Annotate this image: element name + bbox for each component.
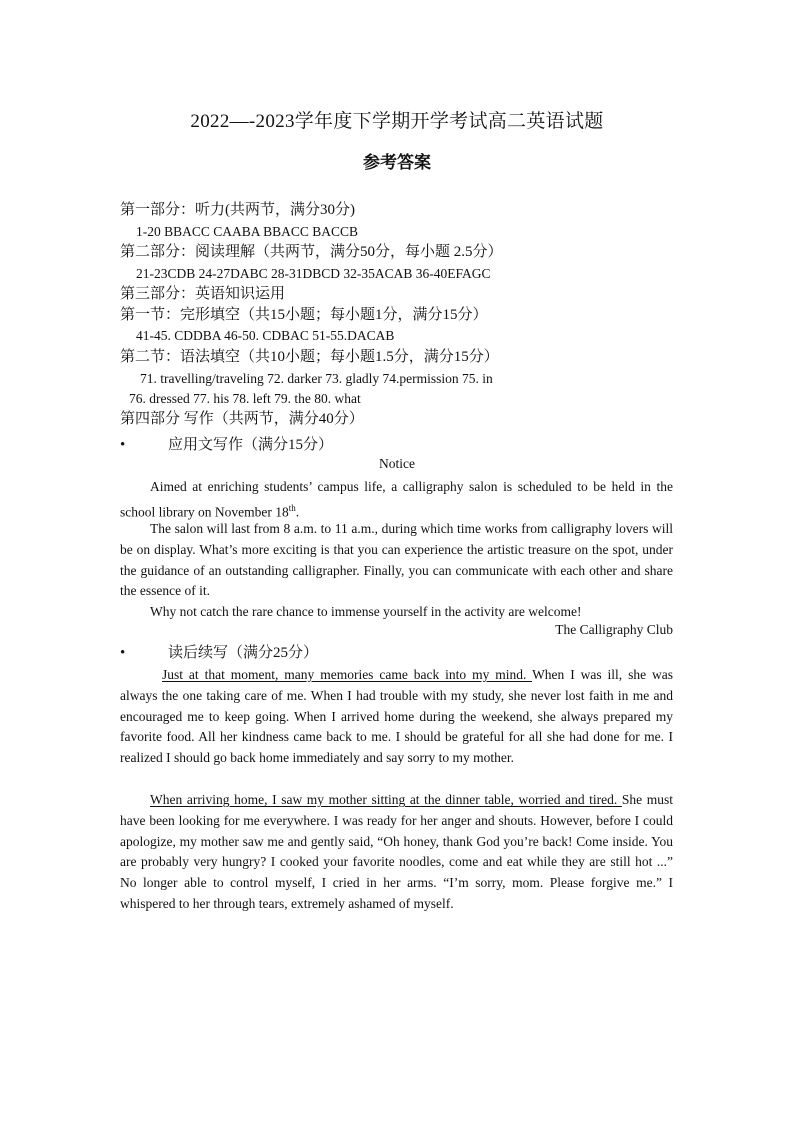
notice-signature: The Calligraphy Club <box>555 622 673 637</box>
bullet-icon: • <box>120 645 126 661</box>
part3-heading: 第三部分：英语知识运用 <box>120 286 286 302</box>
bullet-icon: • <box>120 437 126 453</box>
page-title: 2022—-2023学年度下学期开学考试高二英语试题 <box>190 111 604 132</box>
ordinal-suffix: th <box>288 502 296 513</box>
continuation-paragraph-1 <box>120 665 673 769</box>
part2-heading: 第二部分：阅读理解（共两节，满分50分，每小题 2.5分） <box>120 244 503 260</box>
part4-heading: 第四部分 写作（共两节，满分40分） <box>120 411 364 427</box>
section2-heading-row <box>120 643 318 663</box>
part3-section2-answers-line1: 71. travelling/traveling 72. darker 73. gladly 74.permission 75. in <box>140 371 493 386</box>
notice-paragraph-1 <box>120 477 673 523</box>
page-subtitle: 参考答案 <box>363 153 431 172</box>
section1-heading-row <box>120 435 333 455</box>
part3-section2-answers-line2: 76. dressed 77. his 78. left 79. the 80. what <box>129 391 361 406</box>
part3-section1-heading: 第一节：完形填空（共15小题；每小题1分，满分15分） <box>120 307 488 323</box>
part3-section2-heading: 第二节：语法填空（共10小题；每小题1.5分，满分15分） <box>120 349 499 365</box>
continuation-second-opening-sentence: When arriving home, I saw my mother sitting at the dinner table, worried and tired. <box>150 792 622 807</box>
continuation-paragraph-2-text: She must have been looking for me everywhere. I was ready for her anger and shouts. However, before I could apologize, my mother saw me and gently said, “Oh honey, thank God you’re back! Come inside. You are probably very hungry? I cooked your favorite noodles, come and eat while they are still hot ...” No longer able to control myself, I cried in her arms. “I’m sorry, mom. Please forgive me.” I whispered to her through tears, extremely ashamed of myself. <box>120 792 673 911</box>
part1-heading: 第一部分：听力(共两节，满分30分) <box>120 202 355 218</box>
part3-section1-answers: 41-45. CDDBA 46-50. CDBAC 51-55.DACAB <box>136 328 395 343</box>
section2-heading: 读后续写（满分25分） <box>168 645 319 661</box>
notice-paragraph-3: Why not catch the rare chance to immense yourself in the activity are welcome! <box>150 604 582 619</box>
continuation-paragraph-2 <box>120 790 673 915</box>
notice-paragraph-2: The salon will last from 8 a.m. to 11 a.m., during which time works from calligraphy lovers will be on display. What’s more exciting is that you can experience the artistic treasure on the spot, under the guidance of an outstanding calligrapher. Finally, you can communicate with each other and share the essence of it. <box>120 521 673 599</box>
part1-answers: 1-20 BBACC CAABA BBACC BACCB <box>136 224 359 239</box>
section1-heading: 应用文写作（满分15分） <box>168 437 334 453</box>
notice-title: Notice <box>379 456 415 471</box>
part2-answers: 21-23CDB 24-27DABC 28-31DBCD 32-35ACAB 36-40EFAGC <box>136 266 491 281</box>
continuation-paragraph-1-text: When I was ill, she was always the one taking care of me. When I had trouble with my study, she never lost faith in me and encouraged me to keep going. When I arrived home during the weekend, she always prepared my favorite food. All her kindness came back to me. I should be grateful for all she had done for me. I realized I should go back home immediately and say sorry to my mother. <box>120 667 674 766</box>
continuation-opening-sentence: Just at that moment, many memories came back into my mind. <box>162 667 533 682</box>
notice-paragraph-1-end: . <box>295 504 300 520</box>
notice-paragraph-1-text: Aimed at enriching students’ campus life, a calligraphy salon is scheduled to be held in the school library on November 18 <box>120 479 673 520</box>
